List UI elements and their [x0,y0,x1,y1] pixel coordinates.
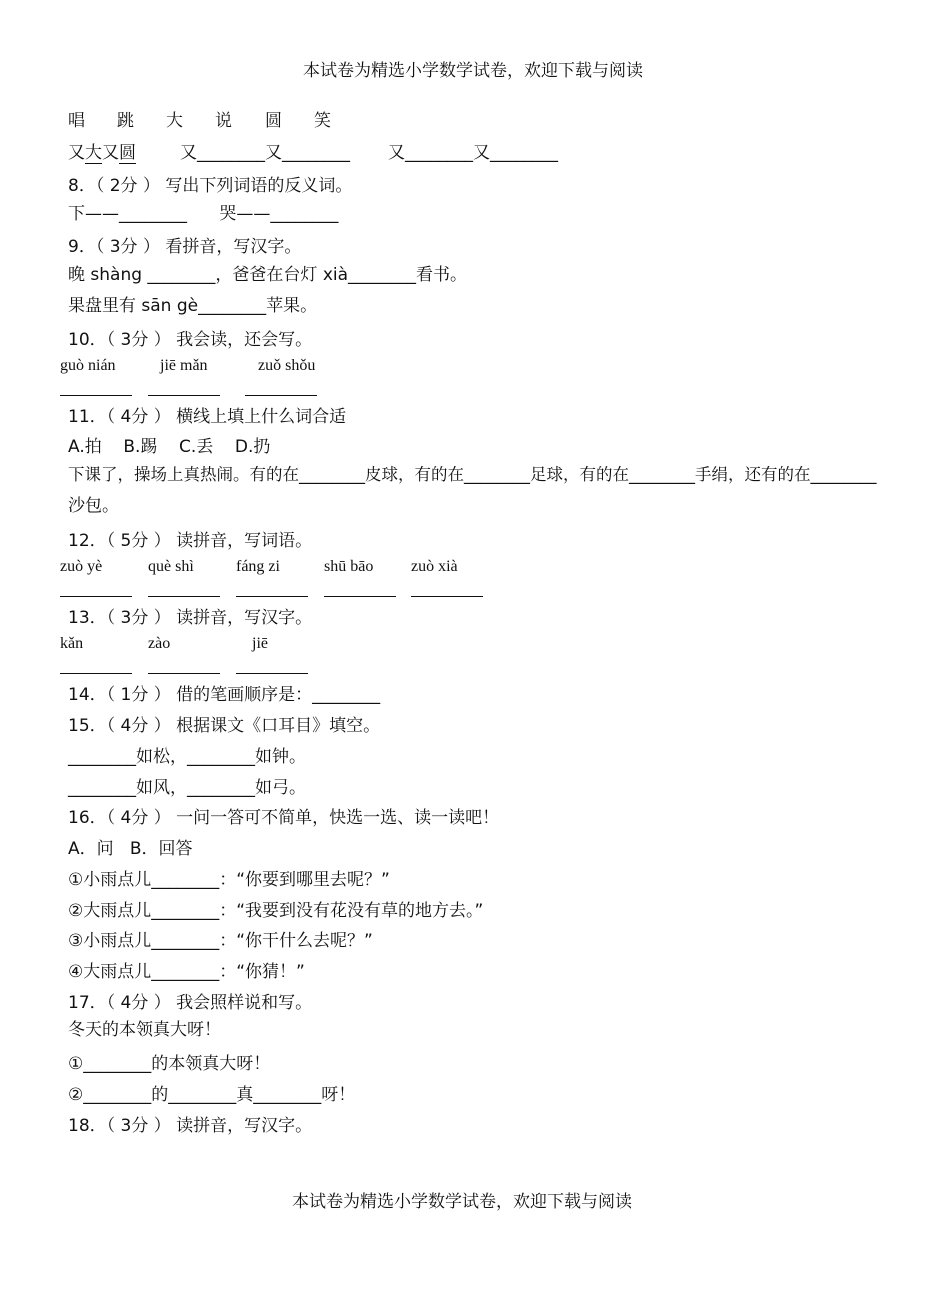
question-title: 9．（ 3分 ） 看拼音，写汉字。 [68,237,302,257]
answer-line: 晚 shàng ________，爸爸在台灯 xià________看书。 [68,265,468,285]
answer-blank [411,596,483,597]
pattern-char-underlined: 圆 [119,143,136,163]
answer-line: ④大雨点儿________：“你猜！” [68,962,305,982]
word-item: 说 [215,111,232,131]
question-title: 16．（ 4分 ） 一问一答可不简单，快选一选、读一读吧！ [68,808,500,828]
answer-blank [245,395,317,396]
answer-blank [236,596,308,597]
pattern-blank: 又________又________ [388,143,558,163]
page-header: 本试卷为精选小学数学试卷，欢迎下载与阅读 [303,61,643,81]
pinyin-item: què shì [148,558,194,575]
answer-line: ②________的________真________呀！ [68,1085,356,1105]
word-item: 笑 [314,111,331,131]
pattern-char: 又 [102,143,119,163]
pinyin-item: fáng zi [236,558,280,575]
question-title: 15．（ 4分 ） 根据课文《口耳目》填空。 [68,716,381,736]
answer-line: 下课了，操场上真热闹。有的在________皮球，有的在________足球，有的在________手绢，还有的在________ [68,465,877,484]
pattern-example [68,142,136,164]
question-title: 8．（ 2分 ） 写出下列词语的反义词。 [68,176,353,196]
answer-line: ③小雨点儿________：“你干什么去呢？” [68,931,373,951]
word-item: 唱 [68,111,85,131]
answer-line: ②大雨点儿________：“我要到没有花没有草的地方去。” [68,901,484,921]
answer-blank [148,395,220,396]
answer-line: ________如松，________如钟。 [68,747,306,767]
question-title: 11．（ 4分 ） 横线上填上什么词合适 [68,407,347,427]
pinyin-item: zuò yè [60,558,103,575]
answer-blank [60,673,132,674]
word-item: 圆 [265,111,282,131]
answer-line: ①________的本领真大呀！ [68,1054,271,1074]
question-title: 13．（ 3分 ） 读拼音，写汉字。 [68,608,313,628]
answer-line: ①小雨点儿________：“你要到哪里去呢？” [68,870,390,890]
pinyin-item: zuò xià [411,558,458,575]
answer-line: ________如风，________如弓。 [68,778,306,798]
word-item: 跳 [117,111,134,131]
question-title: 18．（ 3分 ） 读拼音，写汉字。 [68,1116,313,1136]
answer-blank [60,596,132,597]
answer-blank [60,395,132,396]
pinyin-item: kǎn [60,635,84,652]
pinyin-item: zào [148,635,171,652]
answer-blank [148,673,220,674]
pinyin-item: jiē mǎn [160,357,208,374]
question-title: 10．（ 3分 ） 我会读，还会写。 [68,330,313,350]
pattern-char: 又 [68,143,85,163]
options-line: A．问 B．回答 [68,839,193,859]
answer-line: 下——________ 哭——________ [68,204,339,224]
pinyin-item: guò nián [60,357,116,374]
question-title: 12．（ 5分 ） 读拼音，写词语。 [68,531,313,551]
answer-blank [148,596,220,597]
answer-line: 沙包。 [68,496,119,516]
pinyin-item: zuǒ shǒu [258,357,316,374]
example-sentence: 冬天的本领真大呀！ [68,1020,221,1040]
question-title: 14．（ 1分 ） 借的笔画顺序是：________ [68,685,381,705]
word-item: 大 [166,111,183,131]
pattern-blank: 又________又________ [180,143,350,163]
pattern-char-underlined: 大 [85,143,102,163]
answer-line: 果盘里有 sān gè________苹果。 [68,296,318,316]
answer-blank [324,596,396,597]
pinyin-item: jiē [252,635,268,652]
pinyin-item: shū bāo [324,558,374,575]
page-footer: 本试卷为精选小学数学试卷，欢迎下载与阅读 [292,1192,632,1212]
answer-blank [236,673,308,674]
options-line: A.拍 B.踢 C.丢 D.扔 [68,437,271,457]
question-title: 17．（ 4分 ） 我会照样说和写。 [68,993,313,1013]
